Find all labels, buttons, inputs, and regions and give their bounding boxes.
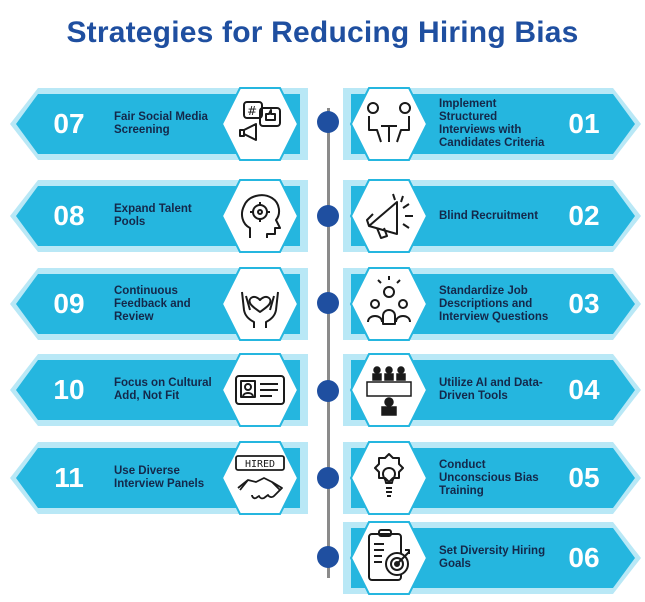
strategy-item-10 (8, 352, 308, 428)
timeline-dot (317, 546, 339, 568)
item-number: 02 (568, 200, 600, 231)
svg-text:#: # (247, 104, 258, 118)
timeline-line (327, 108, 330, 578)
strategy-item-03 (343, 266, 643, 342)
item-number: 09 (53, 288, 85, 319)
item-number: 11 (54, 462, 84, 493)
item-number: 07 (53, 108, 85, 139)
timeline-dot (317, 205, 339, 227)
item-number: 08 (53, 200, 85, 231)
item-number: 10 (53, 374, 85, 405)
item-label: Set Diversity Hiring Goals (439, 545, 546, 570)
hands-heart-icon (220, 266, 300, 342)
strategy-item-11 (8, 440, 308, 516)
lightbulb-gear-icon (349, 440, 429, 516)
strategy-item-05 (343, 440, 643, 516)
strategy-item-01 (343, 86, 643, 162)
item-number: 05 (568, 462, 600, 493)
timeline-dot (317, 380, 339, 402)
item-label: Implement Structured Interviews with Candidates Criteria (439, 98, 545, 149)
hired-handshake-icon (220, 440, 300, 516)
timeline-dot (317, 292, 339, 314)
item-label: Standardize Job Descriptions and Interview Questions (439, 284, 549, 323)
strategy-item-08 (8, 178, 308, 254)
brain-head-icon (220, 178, 300, 254)
timeline-dot (317, 111, 339, 133)
item-number: 06 (568, 542, 600, 573)
item-number: 01 (568, 108, 600, 139)
item-label: Blind Recruitment (439, 209, 539, 222)
strategy-item-06 (343, 520, 643, 596)
strategy-item-09 (8, 266, 308, 342)
megaphone-icon (349, 178, 429, 254)
strategy-item-02 (343, 178, 643, 254)
item-label: Fair Social Media Screening (114, 111, 208, 136)
item-number: 04 (568, 374, 600, 405)
strategy-item-07 (8, 86, 308, 162)
item-label: Use Diverse Interview Panels (114, 465, 205, 490)
item-label: Utilize AI and Data-Driven Tools (439, 377, 543, 402)
hired-text: HIRED (244, 459, 276, 470)
strategy-item-04 (343, 352, 643, 428)
clipboard-target-icon (349, 520, 429, 596)
item-label: Expand Talent Pools (114, 203, 192, 228)
id-card-icon (220, 352, 300, 428)
page-title: Strategies for Reducing Hiring Bias (66, 16, 579, 49)
presentation-audience-icon (349, 352, 429, 428)
social-media-icon (220, 86, 300, 162)
interview-icon (349, 86, 429, 162)
team-meeting-icon (349, 266, 429, 342)
item-label: Continuous Feedback and Review (114, 284, 191, 323)
item-number: 03 (568, 288, 600, 319)
item-label: Focus on Cultural Add, Not Fit (114, 377, 212, 402)
timeline-dot (317, 467, 339, 489)
item-label: Conduct Unconscious Bias Training (439, 458, 539, 497)
